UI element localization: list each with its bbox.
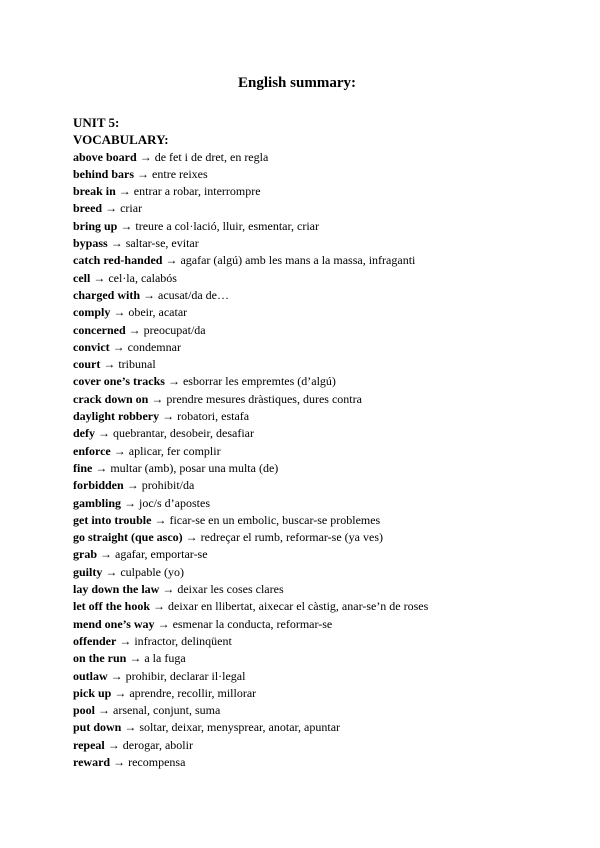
vocabulary-definition: de fet i de dret, en regla [154,149,269,164]
vocabulary-entry [73,373,573,390]
vocabulary-definition: infractor, delinqüent [134,633,232,648]
arrow-icon: → [185,530,198,545]
arrow-icon: → [113,443,126,458]
vocabulary-entry [73,235,573,252]
vocabulary-entry [73,166,573,183]
vocabulary-term: catch red-handed [73,253,163,268]
section-heading: VOCABULARY: [73,132,169,148]
arrow-icon: → [119,633,132,648]
vocabulary-entry [73,287,573,304]
vocabulary-definition: culpable (yo) [120,564,184,579]
vocabulary-definition: esmenar la conducta, reformar-se [172,616,333,631]
vocabulary-definition: derogar, abolir [122,737,193,752]
vocabulary-definition: acusat/da de… [158,287,229,302]
vocabulary-definition: prohibir, declarar il·legal [125,668,246,683]
vocabulary-content [73,114,573,771]
vocabulary-term: daylight robbery [73,409,160,424]
vocabulary-definition: prendre mesures dràstiques, dures contra [166,391,362,406]
vocabulary-entry [73,477,573,494]
vocabulary-term: outlaw [73,668,108,683]
vocabulary-term: breed [73,201,103,216]
vocabulary-definition: saltar-se, evitar [125,236,199,251]
arrow-icon: → [95,460,108,475]
vocabulary-term: bring up [73,218,118,233]
arrow-icon: → [128,322,141,337]
vocabulary-term: mend one’s way [73,616,155,631]
vocabulary-term: get into trouble [73,512,152,527]
arrow-icon: → [124,720,137,735]
vocabulary-definition: prohibit/da [141,478,195,493]
vocabulary-entry [73,270,573,287]
arrow-icon: → [157,616,170,631]
vocabulary-definition: ficar-se en un embolic, buscar-se problemes [169,512,381,527]
vocabulary-term: cover one’s tracks [73,374,165,389]
vocabulary-entry [73,754,573,771]
vocabulary-definition: deixar en llibertat, aixecar el càstig, anar-se’n de roses [168,599,429,614]
vocabulary-entry [73,702,573,719]
vocabulary-term: convict [73,339,110,354]
vocabulary-entry [73,650,573,667]
vocabulary-entry [73,633,573,650]
arrow-icon: → [126,478,139,493]
arrow-icon: → [113,754,126,769]
vocabulary-entry [73,425,573,442]
vocabulary-entry [73,149,573,166]
vocabulary-term: pool [73,703,96,718]
vocabulary-definition: condemnar [127,339,181,354]
vocabulary-definition: deixar les coses clares [177,582,284,597]
arrow-icon: → [93,270,106,285]
arrow-icon: → [151,391,164,406]
vocabulary-entry [73,598,573,615]
vocabulary-term: gambling [73,495,122,510]
vocabulary-term: on the run [73,651,127,666]
vocabulary-term: grab [73,547,97,562]
arrow-icon: → [105,201,118,216]
vocabulary-definition: esborrar les empremtes (d’algú) [182,374,336,389]
vocabulary-definition: soltar, deixar, menysprear, anotar, apuntar [139,720,341,735]
vocabulary-definition: entre reixes [152,166,208,181]
vocabulary-term: defy [73,426,95,441]
arrow-icon: → [143,287,155,302]
vocabulary-entry [73,391,573,408]
vocabulary-definition: robatori, estafa [177,409,250,424]
vocabulary-term: court [73,357,101,372]
vocabulary-entry [73,460,573,477]
vocabulary-term: concerned [73,322,126,337]
arrow-icon: → [137,166,150,181]
vocabulary-entry [73,719,573,736]
vocabulary-entry [73,668,573,685]
arrow-icon: → [165,253,178,268]
arrow-icon: → [110,668,123,683]
vocabulary-entry [73,252,573,269]
vocabulary-entry [73,546,573,563]
vocabulary-entry [73,443,573,460]
vocabulary-definition: redreçar el rumb, reformar-se (ya ves) [200,530,383,545]
vocabulary-entry [73,322,573,339]
vocabulary-term: reward [73,754,111,769]
vocabulary-entry [73,564,573,581]
arrow-icon: → [162,409,175,424]
vocabulary-definition: quebrantar, desobeir, desafiar [113,426,254,441]
arrow-icon: → [98,703,111,718]
arrow-icon: → [100,547,112,562]
page-title: English summary: [238,75,356,91]
vocabulary-term: repeal [73,737,105,752]
vocabulary-definition: criar [120,201,143,216]
vocabulary-term: cell [73,270,91,285]
vocabulary-term: bypass [73,236,108,251]
vocabulary-term: above board [73,149,137,164]
vocabulary-term: charged with [73,287,140,302]
arrow-icon: → [154,512,167,527]
vocabulary-entry [73,304,573,321]
vocabulary-definition: agafar, emportar-se [115,547,208,562]
vocabulary-entry [73,685,573,702]
vocabulary-entry [73,495,573,512]
arrow-icon: → [105,564,118,579]
vocabulary-term: fine [73,460,93,475]
vocabulary-entry [73,408,573,425]
vocabulary-entry [73,529,573,546]
vocabulary-term: enforce [73,443,111,458]
vocabulary-term: behind bars [73,166,135,181]
vocabulary-definition: preocupat/da [143,322,206,337]
arrow-icon: → [103,357,116,372]
vocabulary-term: guilty [73,564,103,579]
arrow-icon: → [113,305,126,320]
vocabulary-entry [73,200,573,217]
vocabulary-definition: cel·la, calabós [108,270,177,285]
arrow-icon: → [98,426,110,441]
vocabulary-definition: entrar a robar, interrompre [133,184,261,199]
arrow-icon: → [120,218,133,233]
arrow-icon: → [124,495,137,510]
vocabulary-definition: joc/s d’apostes [139,495,211,510]
arrow-icon: → [110,236,123,251]
vocabulary-definition: aplicar, fer complir [128,443,221,458]
arrow-icon: → [139,149,152,164]
vocabulary-entry [73,356,573,373]
vocabulary-term: let off the hook [73,599,150,614]
arrow-icon: → [112,339,125,354]
vocabulary-entry [73,218,573,235]
vocabulary-definition: treure a col·lació, lluir, esmentar, criar [135,218,319,233]
vocabulary-entry [73,737,573,754]
arrow-icon: → [153,599,165,614]
vocabulary-term: break in [73,184,116,199]
vocabulary-list [73,149,573,772]
vocabulary-definition: tribunal [118,357,156,372]
vocabulary-definition: agafar (algú) amb les mans a la massa, infraganti [180,253,416,268]
vocabulary-term: lay down the law [73,582,160,597]
vocabulary-term: forbidden [73,478,124,493]
vocabulary-definition: recompensa [128,754,186,769]
arrow-icon: → [162,582,175,597]
vocabulary-term: offender [73,633,117,648]
arrow-icon: → [114,685,127,700]
vocabulary-definition: a la fuga [144,651,186,666]
unit-heading: UNIT 5: [73,115,120,130]
vocabulary-definition: obeir, acatar [128,305,188,320]
vocabulary-entry [73,339,573,356]
vocabulary-definition: multar (amb), posar una multa (de) [110,460,279,475]
vocabulary-entry [73,512,573,529]
vocabulary-entry [73,581,573,598]
vocabulary-definition: aprendre, recollir, millorar [129,685,257,700]
arrow-icon: → [107,737,120,752]
vocabulary-definition: arsenal, conjunt, suma [113,703,221,718]
vocabulary-entry [73,616,573,633]
vocabulary-term: comply [73,305,111,320]
vocabulary-term: go straight (que asco) [73,530,183,545]
arrow-icon: → [129,651,142,666]
vocabulary-term: pick up [73,685,112,700]
arrow-icon: → [167,374,180,389]
vocabulary-term: crack down on [73,391,149,406]
vocabulary-term: put down [73,720,122,735]
vocabulary-entry [73,183,573,200]
arrow-icon: → [118,184,131,199]
